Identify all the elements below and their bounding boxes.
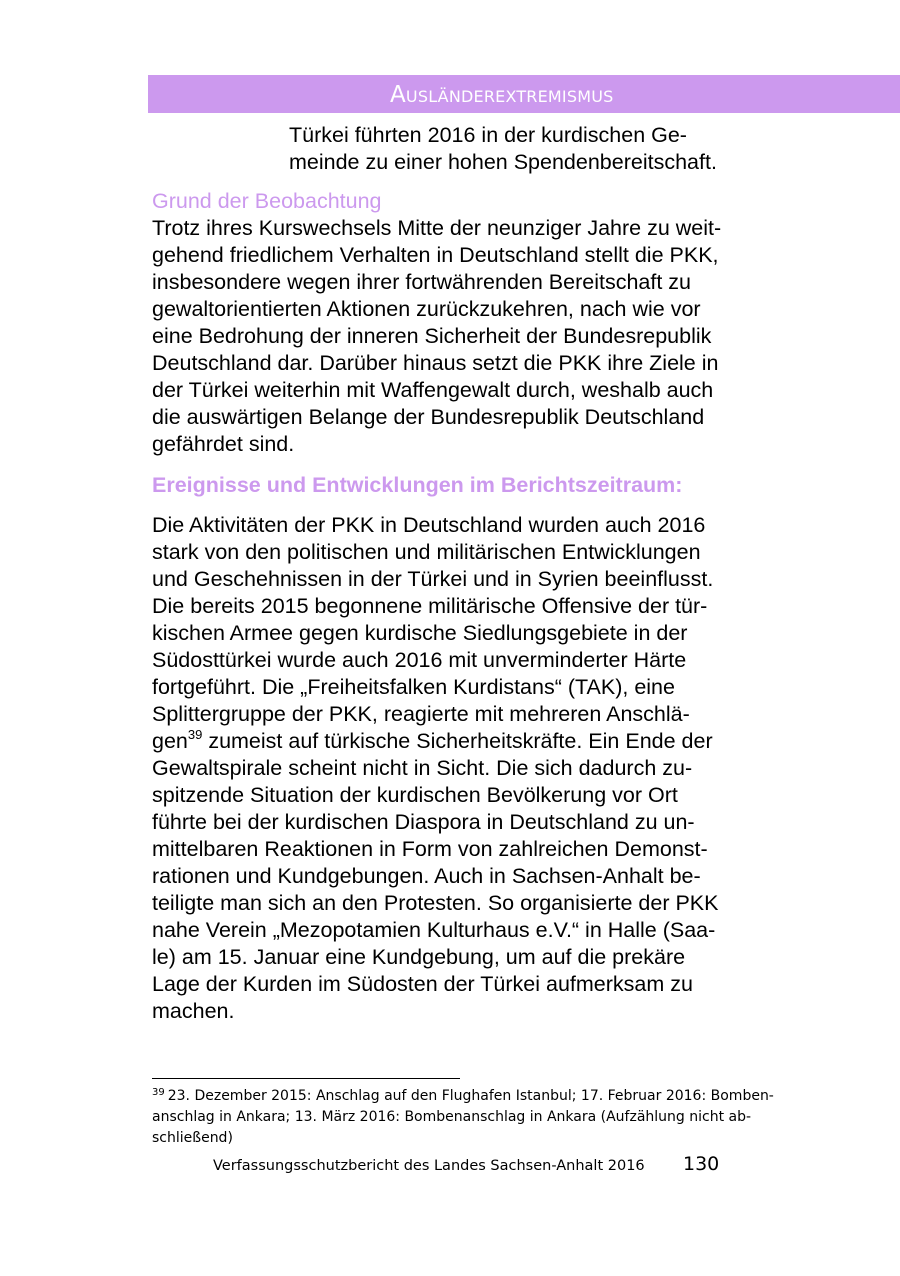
text-line: Die Aktivitäten der PKK in Deutschland wurden auch 2016 — [152, 513, 706, 537]
text-line: le) am 15. Januar eine Kundgebung, um auf die prekäre — [152, 945, 686, 969]
text-line: Trotz ihres Kurswechsels Mitte der neunziger Jahre zu weit- — [152, 216, 722, 240]
footnote-line: anschlag in Ankara; 13. März 2016: Bombenanschlag in Ankara (Aufzählung nicht ab- — [152, 1109, 752, 1125]
text-line: fortgeführt. Die „Freiheitsfalken Kurdistans“ (TAK), eine — [152, 675, 675, 699]
ref-line-start: gen — [152, 729, 188, 753]
page-footer-text: Verfassungsschutzbericht des Landes Sachsen-Anhalt 2016 — [213, 1158, 645, 1174]
footnote-divider — [152, 1078, 460, 1079]
text-line: stark von den politischen und militärischen Entwicklungen — [152, 540, 701, 564]
text-line: Lage der Kurden im Südosten der Türkei aufmerksam zu — [152, 972, 693, 996]
footnote-line — [152, 1086, 778, 1107]
text-line: führte bei der kurdischen Diaspora in Deutschland zu un- — [152, 810, 695, 834]
text-line: gefährdet sind. — [152, 432, 295, 456]
text-line: eine Bedrohung der inneren Sicherheit der Bundesrepublik — [152, 324, 712, 348]
paragraph-ereignisse — [152, 512, 792, 1025]
text-line: machen. — [152, 999, 235, 1023]
text-line: Die bereits 2015 begonnene militärische Offensive der tür- — [152, 594, 708, 618]
footnote-text: 23. Dezember 2015: Anschlag auf den Flughafen Istanbul; 17. Februar 2016: Bomben- — [167, 1088, 774, 1104]
text-line: mittelbaren Reaktionen in Form von zahlreichen Demonst- — [152, 837, 708, 861]
text-line: insbesondere wegen ihrer fortwährenden Bereitschaft zu — [152, 270, 692, 294]
page-header-title: Ausländerextremismus — [390, 82, 614, 108]
footnote — [152, 1086, 778, 1149]
page-number: 130 — [683, 1153, 720, 1175]
text-line: Südosttürkei wurde auch 2016 mit unverminderter Härte — [152, 648, 687, 672]
text-line: rationen und Kundgebungen. Auch in Sachsen-Anhalt be- — [152, 864, 701, 888]
continuation-paragraph — [289, 122, 789, 176]
text-line: die auswärtigen Belange der Bundesrepublik Deutschland — [152, 405, 705, 429]
text-line: gehend friedlichem Verhalten in Deutschland stellt die PKK, — [152, 243, 719, 267]
text-line: spitzende Situation der kurdischen Bevölkerung vor Ort — [152, 783, 678, 807]
section-label-grund: Grund der Beobachtung — [152, 189, 382, 213]
footnote-number: 39 — [152, 1087, 165, 1098]
text-line: der Türkei weiterhin mit Waffengewalt durch, weshalb auch — [152, 378, 714, 402]
text-line: und Geschehnissen in der Türkei und in Syrien beeinflusst. — [152, 567, 714, 591]
text-line: Türkei führten 2016 in der kurdischen Ge- — [289, 123, 687, 147]
paragraph-grund — [152, 215, 792, 458]
text-line: Deutschland dar. Darüber hinaus setzt die PKK ihre Ziele in — [152, 351, 719, 375]
text-line: gewaltorientierten Aktionen zurückzukehren, nach wie vor — [152, 297, 701, 321]
text-line: Gewaltspirale scheint nicht in Sicht. Die sich dadurch zu- — [152, 756, 693, 780]
text-line: teiligte man sich an den Protesten. So organisierte der PKK — [152, 891, 719, 915]
text-line: kischen Armee gegen kurdische Siedlungsgebiete in der — [152, 621, 688, 645]
ref-line-end: zumeist auf türkische Sicherheitskräfte. Ein Ende der — [202, 729, 713, 753]
footnote-line: schließend) — [152, 1130, 233, 1146]
text-line: nahe Verein „Mezopotamien Kulturhaus e.V.“ in Halle (Saa- — [152, 918, 716, 942]
footnote-reference[interactable]: 39 — [187, 727, 203, 742]
text-line-with-footnote-ref — [152, 728, 792, 755]
section-heading-ereignisse: Ereignisse und Entwicklungen im Berichtszeitraum: — [152, 473, 683, 497]
text-line: meinde zu einer hohen Spendenbereitschaft. — [289, 150, 717, 174]
text-line: Splittergruppe der PKK, reagierte mit mehreren Anschlä- — [152, 702, 690, 726]
